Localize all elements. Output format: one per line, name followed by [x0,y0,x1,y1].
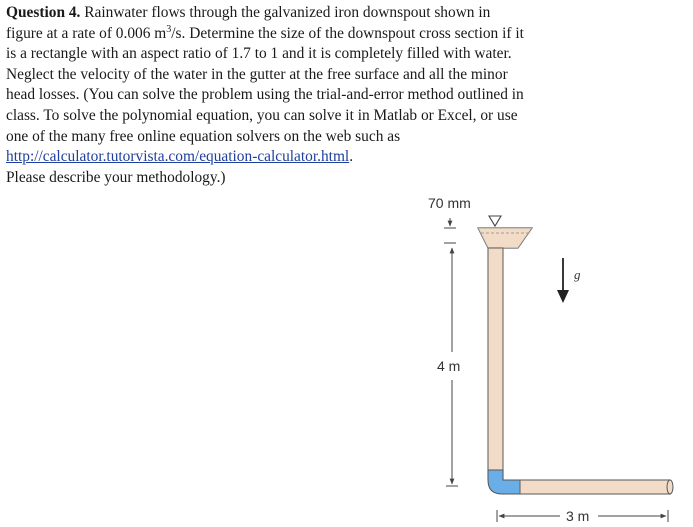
dimension-70mm-label: 70 mm [428,195,471,211]
link-period: . [349,148,354,166]
question-line-4: Neglect the velocity of the water in the gutter at the free surface and all the minor [6,65,508,83]
gutter [478,228,532,248]
free-surface-symbol [489,216,501,226]
question-title: Question 4. [6,4,81,21]
question-line-9: Please describe your methodology.) [6,168,226,186]
question-line-3: is a rectangle with an aspect ratio of 1.7 to 1 and it is completely filled with water. [6,45,512,63]
horizontal-downspout [520,480,670,494]
downspout-outlet [667,480,673,494]
dimension-3m-label: 3 m [566,508,590,524]
gravity-label: g [574,267,581,282]
dimension-4m-label: 4 m [437,358,461,374]
downspout-elbow [488,470,520,494]
equation-solver-link[interactable]: http://calculator.tutorvista.com/equation-calculator.html [6,148,350,166]
question-line-5: head losses. (You can solve the problem using the trial-and-error method outlined in [6,86,524,104]
vertical-downspout [488,248,503,480]
gravity-arrow [557,258,569,303]
question-line-2-post: /s. Determine the size of the downspout cross section if it [171,24,524,42]
question-line-1-text: Rainwater flows through the galvanized iron downspout shown in [80,4,491,21]
question-line-2-pre: figure at a rate of 0.006 m [6,24,167,42]
cubic-superscript: 3 [166,23,172,35]
dimension-70mm-arrows [444,218,456,243]
question-line-6: class. To solve the polynomial equation, you can solve it in Matlab or Excel, or use [6,106,518,124]
question-line-7: one of the many free online equation solvers on the web such as [6,127,401,145]
